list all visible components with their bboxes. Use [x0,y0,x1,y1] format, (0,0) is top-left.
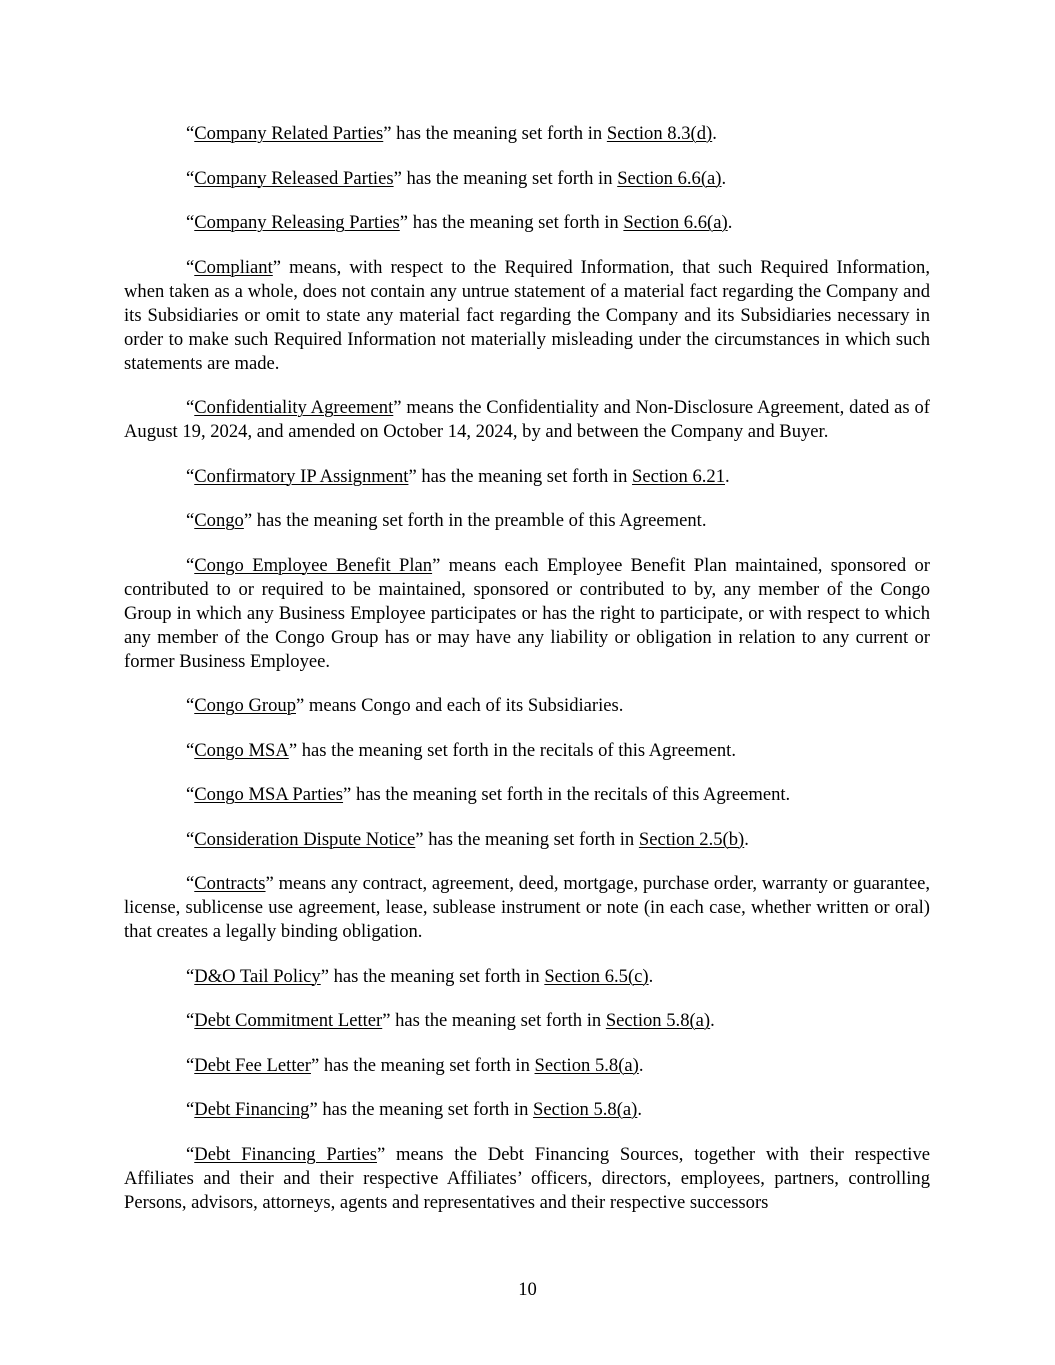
defined-term: D&O Tail Policy [194,965,321,987]
defined-term: Debt Financing [194,1099,310,1120]
defined-term: Confidentiality Agreement [194,397,394,418]
definition-paragraph: “Contracts” means any contract, agreement, deed, mortgage, purchase order, warranty or guarantee, license, sublicense use agreement, lease, sublease instrument or note (in each case, whether written or oral) that creates a legally binding obligation. [124,873,930,942]
defined-term: Congo MSA [194,739,289,761]
defined-term: Congo MSA Parties [194,784,344,805]
defined-term: Company Related Parties [194,123,384,144]
section-reference: Section 6.5(c) [544,965,649,987]
section-reference: Section 5.8(a) [533,1099,638,1120]
page-number: 10 [518,1279,537,1300]
section-reference: Section 6.21 [632,465,725,487]
section-reference: Section 2.5(b) [638,828,745,850]
definition-paragraph: “Company Releasing Parties” has the meaning set forth in Section 6.6(a). [186,212,733,233]
section-reference: Section 8.3(d) [606,123,713,144]
definition-paragraph: “Congo MSA” has the meaning set forth in the recitals of this Agreement. [186,739,736,761]
defined-term: Company Releasing Parties [194,212,400,233]
definition-paragraph: “Debt Commitment Letter” has the meaning set forth in Section 5.8(a). [186,1010,715,1031]
definition-paragraph: “Company Related Parties” has the meaning set forth in Section 8.3(d). [186,123,717,144]
definition-paragraph: “Confidentiality Agreement” means the Confidentiality and Non-Disclosure Agreement, dated as of August 19, 2024, and amended on October 14, 2024, by and between the Company and Buyer. [124,397,931,442]
section-reference: Section 5.8(a) [605,1010,711,1031]
definition-paragraph: “Consideration Dispute Notice” has the meaning set forth in Section 2.5(b). [186,828,749,850]
definition-paragraph: “Congo Group” means Congo and each of its Subsidiaries. [186,695,624,716]
definition-paragraph: “Congo MSA Parties” has the meaning set forth in the recitals of this Agreement. [186,784,791,805]
definition-paragraph: “Compliant” means, with respect to the Required Information, that such Required Information, when taken as a whole, does not contain any untrue statement of a material fact regarding the Company and its Subsidiaries or omit to state any material fact regarding the Company and its Subsidiaries necessary in order to make such Required Information not materially misleading under the circumstances in which such statements are made. [124,256,930,374]
definition-paragraph: “D&O Tail Policy” has the meaning set forth in Section 6.5(c). [186,965,654,987]
definition-paragraph: “Debt Financing Parties” means the Debt Financing Sources, together with their respective Affiliates and their and their respective Affiliates’ officers, directors, employees, partners, controlling Persons, advisors, attorneys, agents and representatives and their respective successors [124,1143,930,1213]
definition-paragraph: “Congo” has the meaning set forth in the preamble of this Agreement. [186,510,707,531]
defined-term: Debt Commitment Letter [194,1010,383,1031]
defined-term: Consideration Dispute Notice [194,828,416,850]
defined-term: Compliant [194,256,273,278]
defined-term: Company Released Parties [194,167,394,189]
section-reference: Section 6.6(a) [623,212,728,233]
definition-paragraph: “Debt Financing” has the meaning set forth in Section 5.8(a). [186,1099,642,1120]
defined-term: Debt Financing Parties [194,1143,377,1165]
section-reference: Section 5.8(a) [534,1054,639,1076]
defined-term: Debt Fee Letter [194,1054,311,1076]
defined-term: Congo [194,510,244,531]
defined-term: Confirmatory IP Assignment [194,465,409,487]
document-body [124,122,930,1235]
definition-paragraph: “Company Released Parties” has the meaning set forth in Section 6.6(a). [186,167,727,189]
definition-paragraph: “Congo Employee Benefit Plan” means each Employee Benefit Plan maintained, sponsored or contributed to or required to be maintained, sponsored or contributed to by, any member of the Congo Group in which any Business Employee participates or has the right to participate, or with respect to which any member of the Congo Group has or may have any liability or obligation in relation to any current or former Business Employee. [124,554,931,672]
definition-paragraph: “Debt Fee Letter” has the meaning set forth in Section 5.8(a). [186,1054,644,1076]
defined-term: Contracts [194,873,266,894]
defined-term: Congo Employee Benefit Plan [194,554,433,576]
definition-paragraph: “Confirmatory IP Assignment” has the meaning set forth in Section 6.21. [186,465,730,487]
defined-term: Congo Group [194,695,297,716]
section-reference: Section 6.6(a) [617,167,722,189]
